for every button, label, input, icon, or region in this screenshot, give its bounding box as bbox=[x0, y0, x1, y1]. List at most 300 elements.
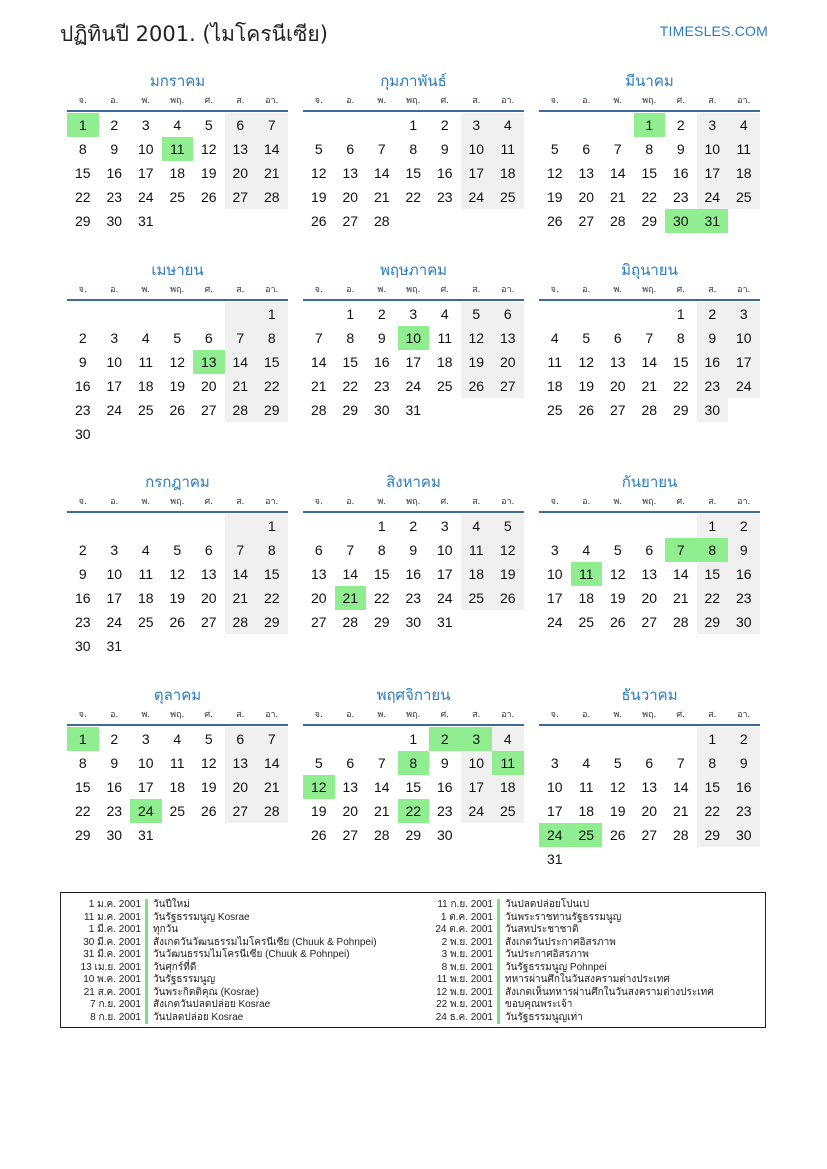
day-cell[interactable]: 24 bbox=[728, 374, 760, 398]
day-cell[interactable]: 3 bbox=[141, 731, 150, 747]
day-cell[interactable]: 18 bbox=[728, 161, 760, 185]
day-cell[interactable]: 31 bbox=[106, 638, 123, 654]
day-cell[interactable]: 22 bbox=[641, 189, 658, 205]
day-cell[interactable]: 25 bbox=[578, 614, 595, 630]
day-cell[interactable]: 20 bbox=[641, 590, 658, 606]
day-cell[interactable]: 18 bbox=[169, 779, 186, 795]
day-cell[interactable]: 22 bbox=[373, 590, 390, 606]
day-cell[interactable]: 8 bbox=[676, 330, 685, 346]
day-cell[interactable]: 6 bbox=[314, 542, 323, 558]
day-cell[interactable]: 19 bbox=[169, 378, 186, 394]
day-cell[interactable]: 23 bbox=[436, 189, 453, 205]
day-cell[interactable]: 7 bbox=[256, 113, 288, 137]
day-cell[interactable]: 16 bbox=[405, 566, 422, 582]
day-cell[interactable]: 3 bbox=[550, 542, 559, 558]
day-cell[interactable]: 18 bbox=[169, 165, 186, 181]
day-cell[interactable]: 25 bbox=[436, 378, 453, 394]
day-cell[interactable]: 29 bbox=[256, 610, 288, 634]
day-cell[interactable]: 16 bbox=[697, 350, 729, 374]
day-cell[interactable]: 14 bbox=[256, 137, 288, 161]
day-cell[interactable]: 11 bbox=[138, 354, 154, 370]
day-cell[interactable]: 16 bbox=[436, 779, 453, 795]
day-cell[interactable]: 16 bbox=[728, 562, 760, 586]
day-cell[interactable]: 3 bbox=[461, 113, 493, 137]
day-cell[interactable]: 25 bbox=[492, 799, 524, 823]
day-cell[interactable]: 19 bbox=[609, 803, 626, 819]
day-cell[interactable]: 27 bbox=[310, 614, 327, 630]
day-cell[interactable]: 24 bbox=[436, 590, 453, 606]
day-cell[interactable]: 2 bbox=[110, 731, 119, 747]
day-cell[interactable]: 16 bbox=[373, 354, 390, 370]
day-cell[interactable]: 2 bbox=[728, 727, 760, 751]
day-cell[interactable]: 15 bbox=[672, 354, 689, 370]
day-cell[interactable]: 28 bbox=[310, 402, 327, 418]
day-cell[interactable]: 3 bbox=[440, 518, 449, 534]
day-cell[interactable]: 15 bbox=[405, 165, 422, 181]
day-cell[interactable]: 23 bbox=[74, 614, 91, 630]
day-cell[interactable]: 5 bbox=[173, 542, 182, 558]
day-cell[interactable]: 15 bbox=[405, 779, 422, 795]
day-cell[interactable]: 2 bbox=[78, 542, 87, 558]
day-cell[interactable]: 14 bbox=[672, 779, 689, 795]
day-cell[interactable]: 9 bbox=[409, 542, 418, 558]
day-cell[interactable]: 22 bbox=[697, 799, 729, 823]
day-cell[interactable]: 7 bbox=[377, 141, 386, 157]
day-cell[interactable]: 7 bbox=[256, 727, 288, 751]
day-cell[interactable]: 3 bbox=[697, 113, 729, 137]
day-cell[interactable]: 31 bbox=[137, 827, 154, 843]
day-cell[interactable]: 28 bbox=[225, 398, 257, 422]
day-cell[interactable]: 7 bbox=[613, 141, 622, 157]
day-cell[interactable]: 4 bbox=[582, 755, 591, 771]
day-cell[interactable]: 2 bbox=[110, 117, 119, 133]
day-cell[interactable]: 27 bbox=[578, 213, 595, 229]
day-cell[interactable]: 8 bbox=[697, 538, 729, 562]
day-cell[interactable]: 18 bbox=[492, 161, 524, 185]
day-cell[interactable]: 21 bbox=[256, 161, 288, 185]
day-cell[interactable]: 2 bbox=[697, 302, 729, 326]
day-cell[interactable]: 20 bbox=[578, 189, 595, 205]
day-cell[interactable]: 5 bbox=[613, 542, 622, 558]
day-cell[interactable]: 1 bbox=[256, 514, 288, 538]
day-cell[interactable]: 12 bbox=[169, 566, 186, 582]
day-cell[interactable]: 4 bbox=[440, 306, 449, 322]
day-cell[interactable]: 22 bbox=[342, 378, 359, 394]
day-cell[interactable]: 20 bbox=[342, 803, 359, 819]
day-cell[interactable]: 19 bbox=[546, 189, 563, 205]
day-cell[interactable]: 29 bbox=[342, 402, 359, 418]
day-cell[interactable]: 9 bbox=[377, 330, 386, 346]
day-cell[interactable]: 12 bbox=[546, 165, 563, 181]
day-cell[interactable]: 15 bbox=[641, 165, 658, 181]
day-cell[interactable]: 19 bbox=[310, 189, 327, 205]
day-cell[interactable]: 26 bbox=[578, 402, 595, 418]
day-cell[interactable]: 15 bbox=[373, 566, 390, 582]
day-cell[interactable]: 14 bbox=[609, 165, 626, 181]
day-cell[interactable]: 2 bbox=[409, 518, 418, 534]
day-cell[interactable]: 11 bbox=[578, 779, 594, 795]
day-cell[interactable]: 15 bbox=[74, 165, 91, 181]
day-cell[interactable]: 2 bbox=[440, 117, 449, 133]
day-cell[interactable]: 30 bbox=[405, 614, 422, 630]
day-cell[interactable]: 2 bbox=[728, 514, 760, 538]
day-cell[interactable]: 17 bbox=[728, 350, 760, 374]
day-cell[interactable]: 18 bbox=[578, 590, 595, 606]
day-cell[interactable]: 1 bbox=[346, 306, 355, 322]
day-cell[interactable]: 13 bbox=[492, 326, 524, 350]
day-cell[interactable]: 22 bbox=[256, 374, 288, 398]
day-cell[interactable]: 28 bbox=[373, 827, 390, 843]
day-cell[interactable]: 21 bbox=[609, 189, 626, 205]
day-cell[interactable]: 9 bbox=[110, 755, 119, 771]
day-cell[interactable]: 28 bbox=[672, 614, 689, 630]
day-cell[interactable]: 10 bbox=[106, 566, 123, 582]
day-cell[interactable]: 4 bbox=[461, 514, 493, 538]
day-cell[interactable]: 23 bbox=[697, 374, 729, 398]
day-cell[interactable]: 19 bbox=[578, 378, 595, 394]
day-cell[interactable]: 20 bbox=[641, 803, 658, 819]
day-cell[interactable]: 28 bbox=[256, 185, 288, 209]
day-cell[interactable]: 20 bbox=[492, 350, 524, 374]
day-cell[interactable]: 7 bbox=[225, 326, 257, 350]
day-cell[interactable]: 4 bbox=[173, 731, 182, 747]
day-cell[interactable]: 28 bbox=[609, 213, 626, 229]
day-cell[interactable]: 12 bbox=[303, 775, 335, 799]
day-cell[interactable]: 26 bbox=[169, 614, 186, 630]
day-cell[interactable]: 4 bbox=[492, 727, 524, 751]
day-cell[interactable]: 12 bbox=[609, 779, 626, 795]
day-cell[interactable]: 16 bbox=[106, 779, 123, 795]
day-cell[interactable]: 19 bbox=[310, 803, 327, 819]
day-cell[interactable]: 21 bbox=[310, 378, 327, 394]
day-cell[interactable]: 11 bbox=[571, 562, 603, 586]
day-cell[interactable]: 4 bbox=[550, 330, 559, 346]
day-cell[interactable]: 22 bbox=[672, 378, 689, 394]
day-cell[interactable]: 9 bbox=[728, 751, 760, 775]
day-cell[interactable]: 26 bbox=[461, 374, 493, 398]
day-cell[interactable]: 20 bbox=[609, 378, 626, 394]
day-cell[interactable]: 25 bbox=[728, 185, 760, 209]
day-cell[interactable]: 21 bbox=[373, 803, 390, 819]
day-cell[interactable]: 31 bbox=[137, 213, 154, 229]
day-cell[interactable]: 13 bbox=[641, 566, 658, 582]
day-cell[interactable]: 3 bbox=[110, 542, 119, 558]
day-cell[interactable]: 1 bbox=[676, 306, 685, 322]
day-cell[interactable]: 28 bbox=[342, 614, 359, 630]
day-cell[interactable]: 28 bbox=[641, 402, 658, 418]
day-cell[interactable]: 17 bbox=[697, 161, 729, 185]
day-cell[interactable]: 22 bbox=[74, 803, 91, 819]
day-cell[interactable]: 10 bbox=[546, 779, 563, 795]
day-cell[interactable]: 22 bbox=[398, 799, 430, 823]
day-cell[interactable]: 30 bbox=[106, 827, 123, 843]
day-cell[interactable]: 23 bbox=[106, 189, 123, 205]
day-cell[interactable]: 24 bbox=[137, 189, 154, 205]
day-cell[interactable]: 12 bbox=[169, 354, 186, 370]
day-cell[interactable]: 3 bbox=[728, 302, 760, 326]
day-cell[interactable]: 8 bbox=[697, 751, 729, 775]
day-cell[interactable]: 29 bbox=[74, 827, 91, 843]
day-cell[interactable]: 4 bbox=[141, 330, 150, 346]
day-cell[interactable]: 3 bbox=[461, 727, 493, 751]
day-cell[interactable]: 28 bbox=[225, 610, 257, 634]
day-cell[interactable]: 3 bbox=[550, 755, 559, 771]
day-cell[interactable]: 17 bbox=[546, 803, 563, 819]
day-cell[interactable]: 4 bbox=[582, 542, 591, 558]
day-cell[interactable]: 12 bbox=[578, 354, 595, 370]
day-cell[interactable]: 19 bbox=[609, 590, 626, 606]
day-cell[interactable]: 7 bbox=[346, 542, 355, 558]
day-cell[interactable]: 27 bbox=[200, 614, 217, 630]
day-cell[interactable]: 11 bbox=[547, 354, 563, 370]
day-cell[interactable]: 9 bbox=[440, 141, 449, 157]
day-cell[interactable]: 27 bbox=[492, 374, 524, 398]
day-cell[interactable]: 11 bbox=[461, 538, 493, 562]
day-cell[interactable]: 18 bbox=[436, 354, 453, 370]
day-cell[interactable]: 8 bbox=[398, 751, 430, 775]
day-cell[interactable]: 23 bbox=[405, 590, 422, 606]
day-cell[interactable]: 15 bbox=[256, 562, 288, 586]
day-cell[interactable]: 18 bbox=[546, 378, 563, 394]
day-cell[interactable]: 2 bbox=[377, 306, 386, 322]
day-cell[interactable]: 24 bbox=[461, 799, 493, 823]
day-cell[interactable]: 1 bbox=[634, 113, 666, 137]
day-cell[interactable]: 6 bbox=[346, 141, 355, 157]
day-cell[interactable]: 4 bbox=[728, 113, 760, 137]
day-cell[interactable]: 16 bbox=[74, 590, 91, 606]
day-cell[interactable]: 9 bbox=[728, 538, 760, 562]
day-cell[interactable]: 15 bbox=[697, 562, 729, 586]
day-cell[interactable]: 14 bbox=[672, 566, 689, 582]
day-cell[interactable]: 26 bbox=[200, 803, 217, 819]
day-cell[interactable]: 22 bbox=[405, 189, 422, 205]
day-cell[interactable]: 6 bbox=[613, 330, 622, 346]
day-cell[interactable]: 26 bbox=[492, 586, 524, 610]
day-cell[interactable]: 14 bbox=[641, 354, 658, 370]
day-cell[interactable]: 23 bbox=[728, 799, 760, 823]
day-cell[interactable]: 30 bbox=[728, 823, 760, 847]
day-cell[interactable]: 19 bbox=[461, 350, 493, 374]
day-cell[interactable]: 13 bbox=[200, 566, 217, 582]
day-cell[interactable]: 17 bbox=[436, 566, 453, 582]
day-cell[interactable]: 29 bbox=[74, 213, 91, 229]
day-cell[interactable]: 23 bbox=[74, 402, 91, 418]
day-cell[interactable]: 30 bbox=[106, 213, 123, 229]
day-cell[interactable]: 24 bbox=[539, 823, 571, 847]
day-cell[interactable]: 1 bbox=[409, 731, 418, 747]
day-cell[interactable]: 11 bbox=[437, 330, 453, 346]
day-cell[interactable]: 30 bbox=[74, 426, 91, 442]
day-cell[interactable]: 11 bbox=[492, 751, 524, 775]
day-cell[interactable]: 5 bbox=[204, 117, 213, 133]
day-cell[interactable]: 10 bbox=[436, 542, 453, 558]
day-cell[interactable]: 6 bbox=[645, 542, 654, 558]
day-cell[interactable]: 11 bbox=[138, 566, 154, 582]
day-cell[interactable]: 6 bbox=[492, 302, 524, 326]
site-link[interactable]: TIMESLES.COM bbox=[659, 23, 768, 39]
day-cell[interactable]: 4 bbox=[492, 113, 524, 137]
day-cell[interactable]: 5 bbox=[204, 731, 213, 747]
day-cell[interactable]: 14 bbox=[310, 354, 327, 370]
day-cell[interactable]: 24 bbox=[461, 185, 493, 209]
day-cell[interactable]: 29 bbox=[256, 398, 288, 422]
day-cell[interactable]: 19 bbox=[200, 779, 217, 795]
day-cell[interactable]: 29 bbox=[672, 402, 689, 418]
day-cell[interactable]: 24 bbox=[697, 185, 729, 209]
day-cell[interactable]: 12 bbox=[310, 165, 327, 181]
day-cell[interactable]: 14 bbox=[225, 350, 257, 374]
day-cell[interactable]: 1 bbox=[697, 727, 729, 751]
day-cell[interactable]: 18 bbox=[578, 803, 595, 819]
day-cell[interactable]: 31 bbox=[697, 209, 729, 233]
day-cell[interactable]: 22 bbox=[256, 586, 288, 610]
day-cell[interactable]: 7 bbox=[314, 330, 323, 346]
day-cell[interactable]: 13 bbox=[609, 354, 626, 370]
day-cell[interactable]: 3 bbox=[141, 117, 150, 133]
day-cell[interactable]: 31 bbox=[436, 614, 453, 630]
day-cell[interactable]: 28 bbox=[256, 799, 288, 823]
day-cell[interactable]: 9 bbox=[676, 141, 685, 157]
day-cell[interactable]: 16 bbox=[74, 378, 91, 394]
day-cell[interactable]: 7 bbox=[225, 538, 257, 562]
day-cell[interactable]: 10 bbox=[398, 326, 430, 350]
day-cell[interactable]: 23 bbox=[672, 189, 689, 205]
day-cell[interactable]: 8 bbox=[645, 141, 654, 157]
day-cell[interactable]: 10 bbox=[461, 137, 493, 161]
day-cell[interactable]: 15 bbox=[697, 775, 729, 799]
day-cell[interactable]: 20 bbox=[225, 161, 257, 185]
day-cell[interactable]: 7 bbox=[665, 538, 697, 562]
day-cell[interactable]: 30 bbox=[697, 398, 729, 422]
day-cell[interactable]: 27 bbox=[641, 614, 658, 630]
day-cell[interactable]: 14 bbox=[256, 751, 288, 775]
day-cell[interactable]: 31 bbox=[546, 851, 563, 867]
day-cell[interactable]: 13 bbox=[310, 566, 327, 582]
day-cell[interactable]: 23 bbox=[436, 803, 453, 819]
day-cell[interactable]: 6 bbox=[204, 330, 213, 346]
day-cell[interactable]: 14 bbox=[342, 566, 359, 582]
day-cell[interactable]: 30 bbox=[436, 827, 453, 843]
day-cell[interactable]: 13 bbox=[225, 137, 257, 161]
day-cell[interactable]: 8 bbox=[78, 755, 87, 771]
day-cell[interactable]: 4 bbox=[141, 542, 150, 558]
day-cell[interactable]: 17 bbox=[461, 161, 493, 185]
day-cell[interactable]: 27 bbox=[200, 402, 217, 418]
day-cell[interactable]: 8 bbox=[78, 141, 87, 157]
day-cell[interactable]: 16 bbox=[106, 165, 123, 181]
day-cell[interactable]: 18 bbox=[137, 378, 154, 394]
day-cell[interactable]: 6 bbox=[346, 755, 355, 771]
day-cell[interactable]: 11 bbox=[162, 137, 194, 161]
day-cell[interactable]: 5 bbox=[173, 330, 182, 346]
day-cell[interactable]: 10 bbox=[137, 141, 154, 157]
day-cell[interactable]: 27 bbox=[342, 213, 359, 229]
day-cell[interactable]: 14 bbox=[373, 779, 390, 795]
day-cell[interactable]: 26 bbox=[200, 189, 217, 205]
day-cell[interactable]: 30 bbox=[373, 402, 390, 418]
day-cell[interactable]: 26 bbox=[609, 827, 626, 843]
day-cell[interactable]: 23 bbox=[106, 803, 123, 819]
day-cell[interactable]: 13 bbox=[578, 165, 595, 181]
day-cell[interactable]: 28 bbox=[373, 213, 390, 229]
day-cell[interactable]: 8 bbox=[346, 330, 355, 346]
day-cell[interactable]: 30 bbox=[665, 209, 697, 233]
day-cell[interactable]: 16 bbox=[728, 775, 760, 799]
day-cell[interactable]: 5 bbox=[492, 514, 524, 538]
day-cell[interactable]: 25 bbox=[169, 803, 186, 819]
day-cell[interactable]: 15 bbox=[256, 350, 288, 374]
day-cell[interactable]: 17 bbox=[405, 354, 422, 370]
day-cell[interactable]: 6 bbox=[645, 755, 654, 771]
day-cell[interactable]: 10 bbox=[137, 755, 154, 771]
day-cell[interactable]: 24 bbox=[405, 378, 422, 394]
day-cell[interactable]: 25 bbox=[461, 586, 493, 610]
day-cell[interactable]: 21 bbox=[672, 803, 689, 819]
day-cell[interactable]: 27 bbox=[225, 185, 257, 209]
day-cell[interactable]: 25 bbox=[571, 823, 603, 847]
day-cell[interactable]: 31 bbox=[405, 402, 422, 418]
day-cell[interactable]: 3 bbox=[110, 330, 119, 346]
day-cell[interactable]: 26 bbox=[546, 213, 563, 229]
day-cell[interactable]: 1 bbox=[377, 518, 386, 534]
day-cell[interactable]: 2 bbox=[78, 330, 87, 346]
day-cell[interactable]: 12 bbox=[609, 566, 626, 582]
day-cell[interactable]: 18 bbox=[492, 775, 524, 799]
day-cell[interactable]: 21 bbox=[641, 378, 658, 394]
day-cell[interactable]: 23 bbox=[728, 586, 760, 610]
day-cell[interactable]: 6 bbox=[225, 727, 257, 751]
day-cell[interactable]: 20 bbox=[310, 590, 327, 606]
day-cell[interactable]: 5 bbox=[550, 141, 559, 157]
day-cell[interactable]: 21 bbox=[335, 586, 367, 610]
day-cell[interactable]: 5 bbox=[314, 755, 323, 771]
day-cell[interactable]: 10 bbox=[697, 137, 729, 161]
day-cell[interactable]: 23 bbox=[373, 378, 390, 394]
day-cell[interactable]: 10 bbox=[546, 566, 563, 582]
day-cell[interactable]: 27 bbox=[641, 827, 658, 843]
day-cell[interactable]: 19 bbox=[200, 165, 217, 181]
day-cell[interactable]: 19 bbox=[492, 562, 524, 586]
day-cell[interactable]: 13 bbox=[342, 165, 359, 181]
day-cell[interactable]: 21 bbox=[373, 189, 390, 205]
day-cell[interactable]: 16 bbox=[672, 165, 689, 181]
day-cell[interactable]: 6 bbox=[582, 141, 591, 157]
day-cell[interactable]: 30 bbox=[728, 610, 760, 634]
day-cell[interactable]: 1 bbox=[409, 117, 418, 133]
day-cell[interactable]: 12 bbox=[200, 141, 217, 157]
day-cell[interactable]: 26 bbox=[310, 827, 327, 843]
day-cell[interactable]: 14 bbox=[225, 562, 257, 586]
day-cell[interactable]: 29 bbox=[373, 614, 390, 630]
day-cell[interactable]: 5 bbox=[461, 302, 493, 326]
day-cell[interactable]: 24 bbox=[546, 614, 563, 630]
day-cell[interactable]: 15 bbox=[74, 779, 91, 795]
day-cell[interactable]: 17 bbox=[137, 165, 154, 181]
day-cell[interactable]: 19 bbox=[169, 590, 186, 606]
day-cell[interactable]: 25 bbox=[137, 614, 154, 630]
day-cell[interactable]: 26 bbox=[310, 213, 327, 229]
day-cell[interactable]: 24 bbox=[130, 799, 162, 823]
day-cell[interactable]: 9 bbox=[440, 755, 449, 771]
day-cell[interactable]: 12 bbox=[200, 755, 217, 771]
day-cell[interactable]: 27 bbox=[342, 827, 359, 843]
day-cell[interactable]: 22 bbox=[74, 189, 91, 205]
day-cell[interactable]: 10 bbox=[728, 326, 760, 350]
day-cell[interactable]: 20 bbox=[200, 590, 217, 606]
day-cell[interactable]: 17 bbox=[546, 590, 563, 606]
day-cell[interactable]: 1 bbox=[67, 113, 99, 137]
day-cell[interactable]: 1 bbox=[67, 727, 99, 751]
